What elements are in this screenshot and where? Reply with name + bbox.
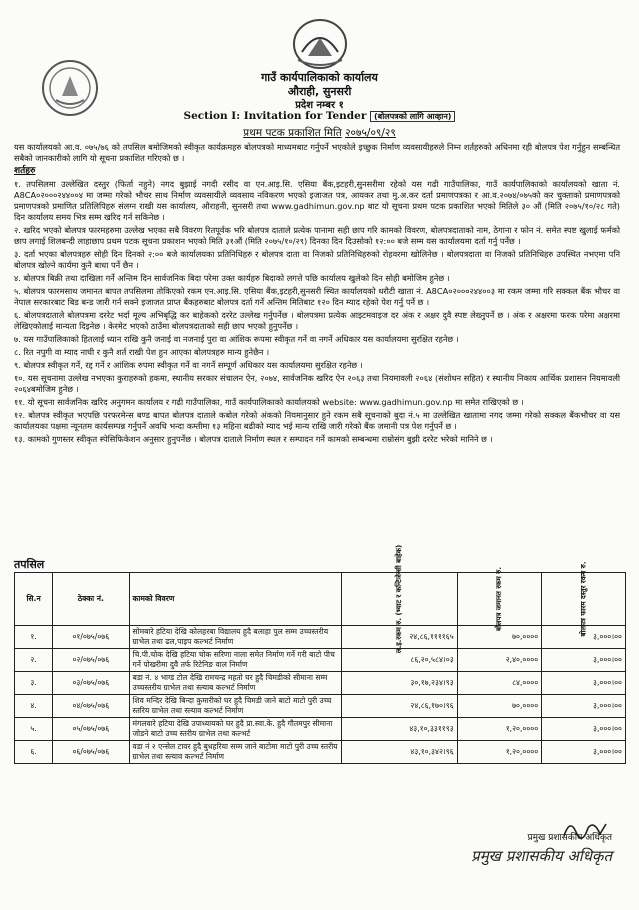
cell-estimate: २४,८६,११११६५ bbox=[342, 626, 457, 649]
cell-contract: ०१/०७५/०७६ bbox=[53, 626, 129, 649]
intro-paragraph: यस कार्यालयको आ.व. ०७५/७६ को तपसिल बमोजिमको स्वीकृत कार्यक्रमहरु बोलपत्रको माध्यमबाट गर्नुपर्ने भएकोले इच्छुक निर्माण व्यवसायीहरुले निम्न शर्तहरुको अधिनमा रही बोलपत्र पेश गर्नुहुन सम्बन्धित सबैको जानकारीको लागि यो सूचना प्रकाशित गरिएको छ । bbox=[14, 142, 620, 163]
cell-contract: ०५/०७५/०७६ bbox=[53, 718, 129, 741]
cell-desc: बडा नं. ४ भाग्ड टोल देखि रामचन्द्र महतो घर हुदै चिमडीको सीमाना सम्म उच्चस्तरीय ग्राभेल तथा स्ल्याब कल्भर्ट निर्माण bbox=[129, 672, 342, 695]
condition-7: ७. यस गाउँपालिकाको हितलाई ध्यान राखि कुनै जनाई वा नजनाई पुरा वा आंशिक रूपमा स्वीकृत गर्ने वा नगर्ने अधिकार यस कार्यालयमा सुरक्षित रहनेछ । bbox=[14, 334, 459, 344]
cell-sn: ३. bbox=[15, 672, 53, 695]
table-title: तपसिल bbox=[14, 558, 45, 571]
section-badge: (बोलपत्रको लागि आव्हान) bbox=[370, 111, 455, 122]
table-row bbox=[15, 649, 626, 672]
condition-6: ६. बोलपत्रदाताले बोलपत्रमा दररेट भर्दा मूल्य अभिबृद्धि कर बाहेकको दररेट उल्लेख गर्नुपर्नेछ । बोलपत्रमा प्रत्येक आइटमवाइज दर अंक र अक्षर दुवै स्पष्ट लेख्नुपर्ने छ । अंक र अक्षरमा फरक परेमा अक्षरमा लेखिएकोलाई मान्यता दिइनेछ । केरमेट भएको ठाउँमा बोलपत्रदाताको सही छाप भएको हुनुपर्नेछ । bbox=[14, 310, 620, 331]
col-fee-label: बोलपत्र फारम दस्तुर रकम रु. bbox=[579, 561, 588, 637]
office-name-line: गाउँ कार्यपालिकाको कार्यालय bbox=[261, 71, 378, 84]
publish-date: २०७५/०९/२९ bbox=[345, 127, 396, 139]
table-row bbox=[15, 695, 626, 718]
signatory-title: प्रमुख प्रशासकीय अधिकृत bbox=[527, 833, 612, 843]
cell-fee: ३,०००।०० bbox=[542, 649, 626, 672]
notice-body bbox=[14, 142, 620, 447]
cell-fee: ३,०००।०० bbox=[542, 695, 626, 718]
conditions-heading: शर्तहरु bbox=[14, 166, 36, 176]
condition-10: १०. यस सूचनामा उल्लेख नभएका कुराहरुको हकमा, स्थानीय सरकार संचालन ऐन, २०७४, सार्वजनिक खरिद ऐन २०६३ तथा नियमावली २०६४ (संशोधन सहित) र स्थानीय निकाय आर्थिक प्रशासन नियमावली २०६४बमोजिम हुनेछ । bbox=[14, 373, 620, 394]
table-row bbox=[15, 741, 626, 764]
cell-sn: ४. bbox=[15, 695, 53, 718]
cell-deposit: २,४०,०००० bbox=[457, 649, 542, 672]
cell-sn: ६. bbox=[15, 741, 53, 764]
office-location-line: औराही, सुनसरी bbox=[287, 85, 352, 98]
province-line: प्रदेश नम्बर १ bbox=[295, 100, 344, 111]
col-estimate-label: ल.इ.रकम रु. (भ्याट र कन्टिजेन्सी बाहेक) bbox=[395, 544, 404, 654]
cell-contract: ०४/०७५/०७६ bbox=[53, 695, 129, 718]
cell-contract: ०३/०७५/०७६ bbox=[53, 672, 129, 695]
table-row bbox=[15, 672, 626, 695]
cell-contract: ०२/०७५/०७६ bbox=[53, 649, 129, 672]
cell-desc: वडा नं २ एन्सेल टावर हुदै बुधहरिया सम्म जाने बाटोमा माटो पुरी उच्च स्तरीय ग्राभेल तथा स्ल्याव कल्भर्ट निर्माण bbox=[129, 741, 342, 764]
condition-1: १. तपसिलमा उल्लेखित दस्तुर (फिर्ता नहुने) नगद बुझाई नगदी रसीद वा एन.आइ.सि. एसिया बैंक,इटहरी,सुनसरीमा रहेको यस गढी गाउँपालिका, गाउँ कार्यपालिकाको कार्यालयको खाता नं. A8CA०२०००२४४००४ मा जम्मा गरेको भौचर साथ निर्माण व्यवसायीले व्यवसाय नविकरण भएको इजाजत पत्र, आयकर तथा मु.अ.कर दर्ता प्रमाणपत्रका र आ.व.२०७४/०७५को कर चुक्ताको प्रमाणपत्रको प्रमाणपत्रको प्रमाणित प्रतिलिपिहरु संलग्न राखी यस कार्यालय, औराहनी, सुनसरी तथा www.gadhimun.gov.np बाट यो सूचना प्रथम पटक प्रकाशित भएको मितिले ३० औं (मिति २०७५/१०/२८ गते) दिन कार्यालय समय भित्र सम्म खरिद गर्न सकिनेछ । bbox=[14, 179, 620, 222]
cell-desc: चि.पी.चोक देखि हटिया चोक सरिणा नाला समेत निर्माण गर्ने गरी बाटो पीच गर्ने पोखरीमा दुवै तर्फ रिटेनिङ वाल निर्माण bbox=[129, 649, 342, 672]
cell-sn: २. bbox=[15, 649, 53, 672]
publish-date-line bbox=[0, 126, 639, 140]
cell-desc: सोमबारे हटिया देखि कोलहरबा विद्यालय हुदै बलाहा पुल सम्म उच्चस्तरीय ग्राभेल तथा ढल,पाइप कल्भर्ट निर्माण bbox=[129, 626, 342, 649]
publish-label: प्रथम पटक प्रकाशित मिति bbox=[243, 127, 342, 139]
condition-13: १३. कामको गुणस्तर स्वीकृत स्पेसिफिकेशन अनुसार हुनुपर्नेछ । बोलपत्र दाताले निर्माण स्थल र सम्पादन गर्ने कामको सम्बन्धमा राम्रोसंग बुझी दररेट भरेको मानिने छ । bbox=[14, 434, 493, 444]
municipality-logo-icon bbox=[288, 16, 352, 72]
cell-estimate: ४३,१०,३३११९३ bbox=[342, 718, 457, 741]
col-sn: सि.न bbox=[15, 573, 53, 626]
cell-fee: ३,०००।०० bbox=[542, 626, 626, 649]
condition-4: ४. बोलपत्र बिक्री तथा दाखिला गर्ने अन्तिम दिन सार्वजनिक बिदा परेमा उक्त कार्यहरु बिदाको लगत्ते पछि कार्यालय खुलेको दिन सोही बमोजिम हुनेछ । bbox=[14, 273, 450, 283]
col-deposit-label: बोलपत्र जमानत रकम रु. bbox=[495, 566, 504, 632]
table-row bbox=[15, 626, 626, 649]
cell-fee: ३,०००।०० bbox=[542, 718, 626, 741]
cell-sn: १. bbox=[15, 626, 53, 649]
condition-3: ३. दर्ता भएका बोलपत्रहरु सोही दिन दिनको २:०० बजे कार्यालयका प्रतिनिधिहरु र बोलपत्र दाता वा निजको प्रतिनिधिहरुको रोहवरमा खोलिनेछ । बोलपत्रदाता वा निजको प्रतिनिधिहरु उपस्थित नभएमा पनि बोलपत्र खोल्ने कार्यमा कुनै बाधा पर्ने छैन । bbox=[14, 249, 620, 270]
cell-desc: शिव मन्दिर देखि बिन्दा कुमारीको घर हुदै चिमडी जाने बाटो माटो पुरी उच्च स्तरिय ग्राभेल तथा स्ल्याव कल्भर्ट निर्माण bbox=[129, 695, 342, 718]
cell-deposit: १,२०,०००० bbox=[457, 718, 542, 741]
condition-8: ८. रित नपुगी वा म्याद नाघी र कुनै शर्त राखी पेश हुन आएका बोलपत्रहरु मान्य हुनेछैन । bbox=[14, 347, 270, 357]
cell-estimate: ८६,२०,५८४।०३ bbox=[342, 649, 457, 672]
cell-deposit: ८४,०००० bbox=[457, 672, 542, 695]
cell-deposit: ७०,०००० bbox=[457, 626, 542, 649]
cell-estimate: २४,८६,१७०।९६ bbox=[342, 695, 457, 718]
official-stamp-text: प्रमुख प्रशासकीय अधिकृत bbox=[471, 847, 612, 865]
cell-sn: ५. bbox=[15, 718, 53, 741]
section-title bbox=[0, 110, 639, 122]
condition-11: ११. यो सूचना सार्वजनिक खरिद अनुगमन कार्यालय र गढी गाउँपालिका, गाउँ कार्यपालिकाको कार्यालयको website: www.gadhimun.gov.np मा समेत राखिएको छ । bbox=[14, 397, 524, 407]
cell-fee: ३,०००।०० bbox=[542, 672, 626, 695]
cell-contract: ०६/०७५/०७६ bbox=[53, 741, 129, 764]
col-desc: कामको विवरण bbox=[129, 573, 342, 626]
table-header-row bbox=[15, 573, 626, 626]
cell-deposit: १,२०,०००० bbox=[457, 741, 542, 764]
cell-estimate: ३०,१७,२३४।९३ bbox=[342, 672, 457, 695]
cell-deposit: ७०,०००० bbox=[457, 695, 542, 718]
cell-fee: ३,०००।०० bbox=[542, 741, 626, 764]
condition-12: १२. बोलपत्र स्वीकृत भएपछि परफरमेन्स बण्ड बापत बोलपत्र दाताले कबोल गरेको अंकको नियमानुसार हुने रकम सबै सूचनाको बुदा नं.५ मा उल्लेखित खातामा नगद जम्मा गरेको सक्कल बैंकभौचर वा यस कार्यालयका पक्षमा न्यूनतम कार्यसम्पन्न गर्नुपर्ने अवधि भन्दा कम्तीमा १३ महिना बढीको म्याद भई मान्य राखि जारी गरेको बैंक जमानी पत्र पेश गर्नुपर्ने छ । bbox=[14, 410, 620, 431]
condition-2: २. खरिद भएको बोलपत्र फारमहरुमा उल्लेख भएका सबै विवरण रितपूर्वक भरि बोलपत्र दाताले प्रत्येक पानामा सही छाप गरि कामको विवरण, बोलपत्रदाताको नाम, ठेगाना र फोन नं. समेत स्पष्ट खुलाई फर्मको छाप लगाई शिलबन्दी लाहाछाप प्रथम पटक सूचना प्रकाशन भएको मिति ३१औं (मिति २०७५/१०/२९) दिनका दिन दिउसोको १२:०० बजे सम्म यस कार्यालयमा दर्ता गर्नु पर्नेछ । bbox=[14, 225, 620, 246]
cell-desc: मंगलवारे हटिया देखि उपाध्यायको घर हुदै प्रा.स्वा.के. हुदै गौतमपुर सीमाना जोडने बाटो उच्च स्तरीय ग्राभेल तथा कल्भर्ट bbox=[129, 718, 342, 741]
section-title-text: Section I: Invitation for Tender bbox=[183, 110, 367, 122]
cell-estimate: ४३,१०,३४२।९६ bbox=[342, 741, 457, 764]
col-deposit bbox=[457, 566, 542, 632]
col-contract: ठेक्का नं. bbox=[53, 573, 129, 626]
condition-5: ५. बोलपत्र फारमसाथ जमानत बापत तपसिलमा तोकिएको रकम एन.आइ.सि. एसिया बैंक,इटहरी,सुनसरी स्थित कार्यालयको धरौटी खाता नं. A8CA०२०००२४४००३ मा रकम जम्मा गरि सक्कल बैंक भौचर वा नेपाल सरकारबाट बिड बन्ड जारी गर्न सक्ने इजाजत प्राप्त बैंकहरुबाट बोलपत्र दर्ता गर्ने अन्तिम मितिबाट १२० दिन म्याद रहेको पेश गर्नु पर्ने छ । bbox=[14, 286, 620, 307]
table-row bbox=[15, 718, 626, 741]
condition-9: ९. बोलपत्र स्वीकृत गर्ने, रद्द गर्ने र आंशिक रुपमा स्वीकृत गर्ने वा नगर्ने सम्पूर्ण अधिकार यस कार्यालयमा सुरक्षित रहनेछ । bbox=[14, 360, 363, 370]
